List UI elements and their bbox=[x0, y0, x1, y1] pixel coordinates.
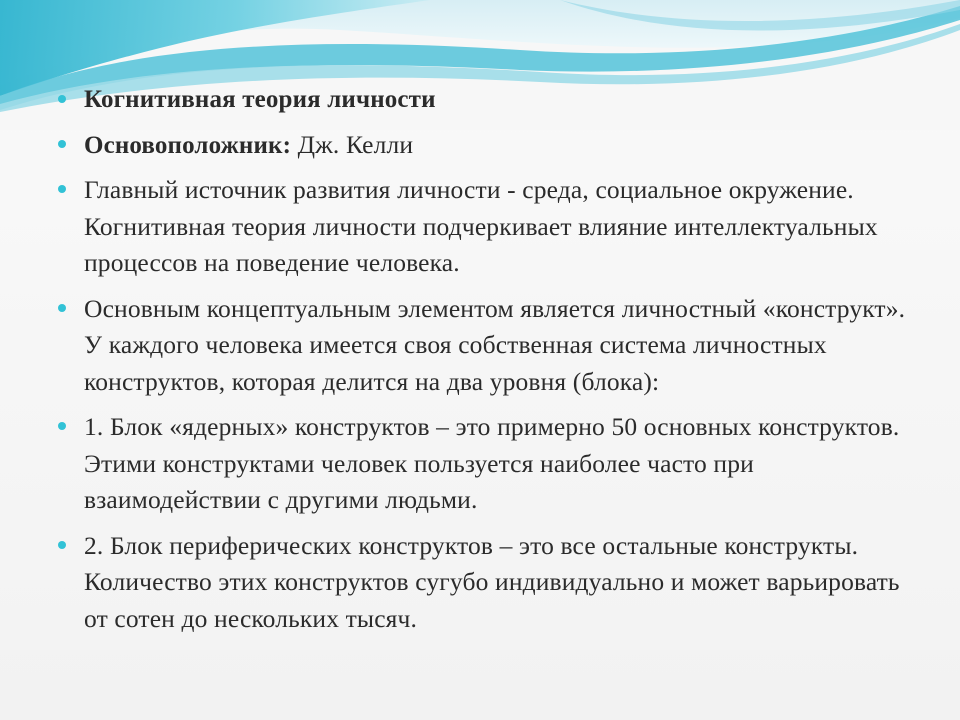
bullet-dot-icon bbox=[58, 95, 66, 103]
list-item bbox=[58, 127, 928, 164]
bullet-dot-icon bbox=[58, 422, 66, 430]
item-text: 2. Блок периферических конструктов – это все остальные конструкты. Количество этих конструктов сугубо индивидуально и может варьировать от сотен до нескольких тысяч. bbox=[84, 530, 900, 633]
item-text: Дж. Келли bbox=[291, 129, 414, 159]
item-text: Главный источник развития личности - среда, социальное окружение. Когнитивная теория личности подчеркивает влияние интеллектуальных процессов на поведение человека. bbox=[84, 175, 878, 277]
bullet-dot-icon bbox=[58, 185, 66, 193]
bullet-dot-icon bbox=[58, 304, 66, 312]
item-bold-text: Когнитивная теория личности bbox=[84, 86, 436, 113]
list-item bbox=[58, 409, 928, 519]
list-item bbox=[58, 528, 928, 638]
bullet-list bbox=[58, 82, 928, 646]
list-item bbox=[58, 172, 928, 282]
item-text: Основным концептуальным элементом является личностный «конструкт». У каждого человека имеется своя собственная система личностных конструктов, которая делится на два уровня (блока): bbox=[84, 293, 906, 396]
list-item bbox=[58, 291, 928, 401]
bullet-dot-icon bbox=[58, 541, 66, 549]
bullet-dot-icon bbox=[58, 140, 66, 148]
item-bold-text: Основоположник: bbox=[84, 131, 292, 159]
list-item bbox=[58, 82, 928, 118]
item-text: 1. Блок «ядерных» конструктов – это примерно 50 основных конструктов. Этими конструктами человек пользуется наиболее часто при взаимодействии с другими людьми. bbox=[84, 412, 900, 514]
